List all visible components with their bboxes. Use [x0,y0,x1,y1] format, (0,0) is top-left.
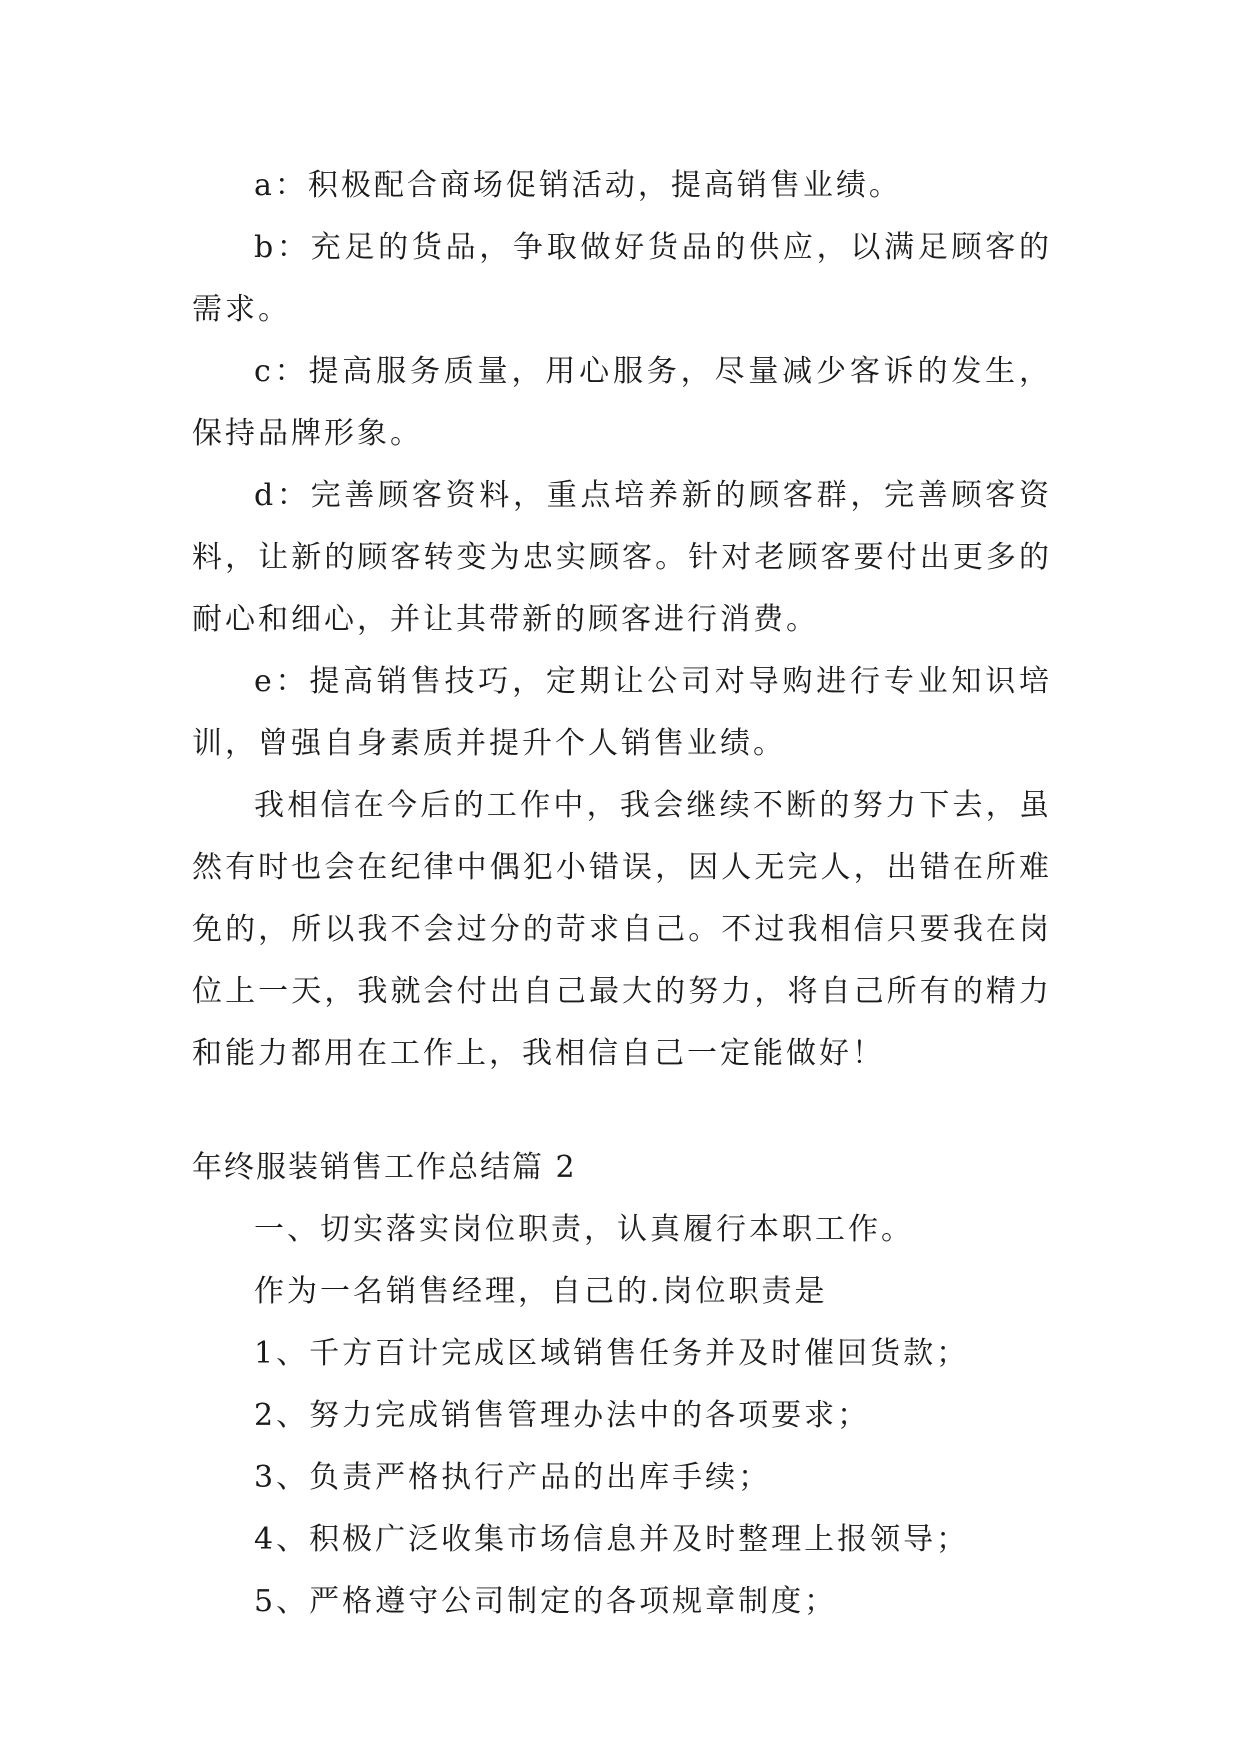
paragraph-b: b：充足的货品，争取做好货品的供应，以满足顾客的需求。 [192,230,1052,327]
list-item: 4、积极广泛收集市场信息并及时整理上报领导； [254,1522,970,1557]
document-page [192,155,1052,1633]
paragraph-e: e：提高销售技巧，定期让公司对导购进行专业知识培训，曾强自身素质并提升个人销售业绩。 [192,664,1052,761]
paragraph-conclusion: 我相信在今后的工作中，我会继续不断的努力下去，虽然有时也会在纪律中偶犯小错误，因人无完人，出错在所难免的，所以我不会过分的苛求自己。不过我相信只要我在岗位上一天，我就会付出自己最大的努力，将自己所有的精力和能力都用在工作上，我相信自己一定能做好！ [192,788,1052,1071]
list-item: 5、严格遵守公司制定的各项规章制度； [254,1584,838,1619]
list-item: 一、切实落实岗位职责，认真履行本职工作。 [254,1212,914,1247]
section-heading: 年终服装销售工作总结篇 2 [192,1150,577,1185]
paragraph-d: d：完善顾客资料，重点培养新的顾客群，完善顾客资料，让新的顾客转变为忠实顾客。针对老顾客要付出更多的耐心和细心，并让其带新的顾客进行消费。 [192,478,1052,637]
paragraph-a: a：积极配合商场促销活动，提高销售业绩。 [254,168,902,203]
list-item: 3、负责严格执行产品的出库手续； [254,1460,772,1495]
paragraph-c: c：提高服务质量，用心服务，尽量减少客诉的发生，保持品牌形象。 [192,354,1052,451]
list-item: 1、千方百计完成区域销售任务并及时催回货款； [254,1336,970,1371]
list-item: 2、努力完成销售管理办法中的各项要求； [254,1398,871,1433]
list-item: 作为一名销售经理，自己的.岗位职责是 [254,1274,828,1309]
